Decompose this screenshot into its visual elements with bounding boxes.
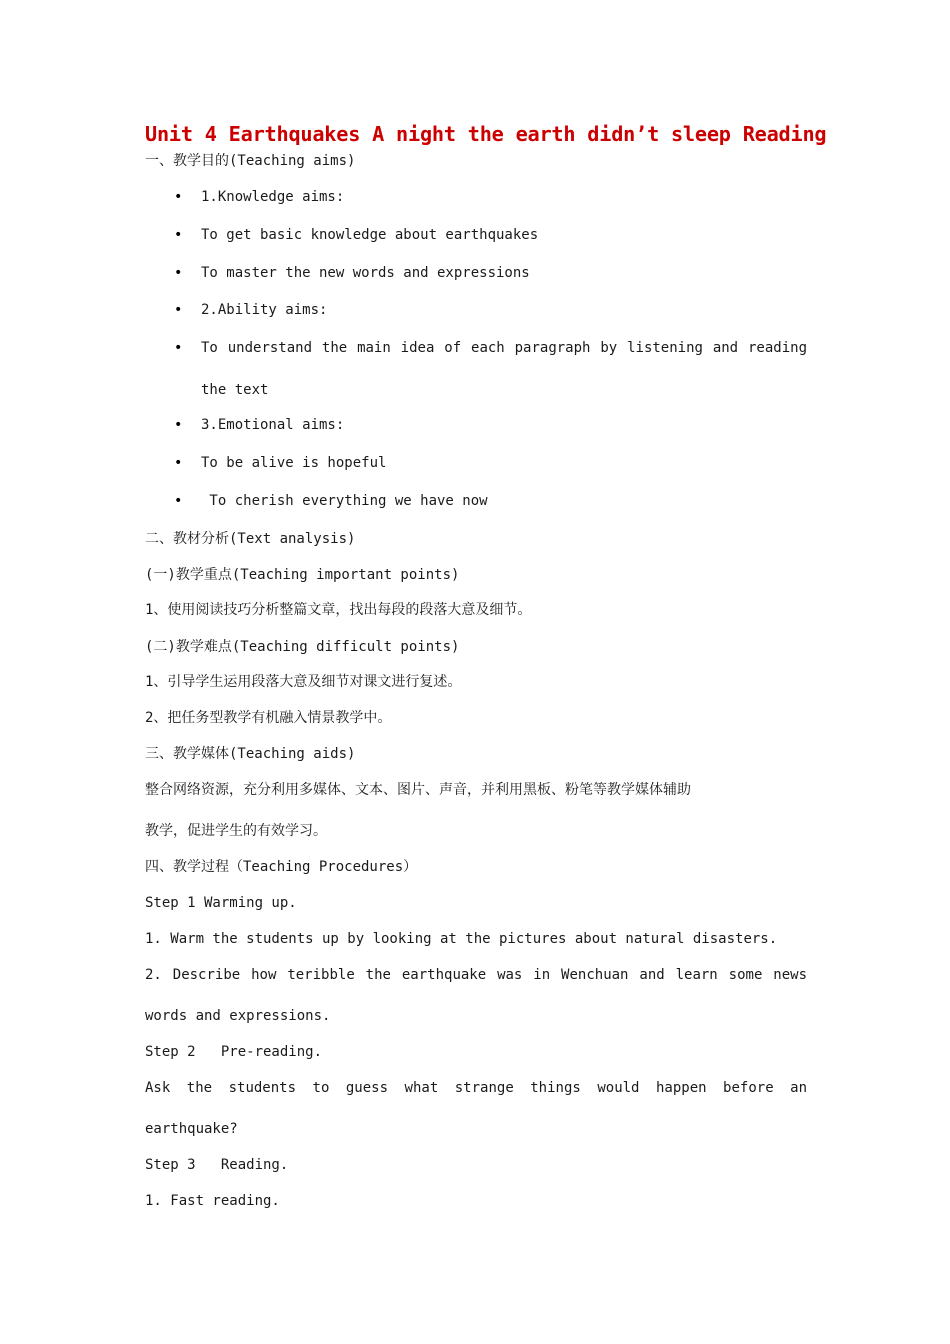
bullet-icon: • (174, 493, 183, 509)
list-item-continuation: the text (201, 382, 269, 398)
bullet-icon: • (174, 340, 183, 356)
bullet-icon: • (174, 417, 183, 433)
paragraph-line: 1、引导学生运用段落大意及细节对课文进行复述。 (145, 674, 462, 690)
list-item: To understand the main idea of each paragraph by listening and reading (201, 340, 807, 356)
list-item: 1.Knowledge aims: (201, 189, 345, 205)
paragraph-line: 1. Fast reading. (145, 1193, 280, 1209)
paragraph-line: 整合网络资源，充分利用多媒体、文本、图片、声音，并利用黑板、粉笔等教学媒体辅助 (145, 782, 691, 798)
paragraph-line: 教学，促进学生的有效学习。 (145, 823, 327, 839)
section2-heading: 二、教材分析(Text analysis) (145, 531, 356, 547)
paragraph-line: 1、使用阅读技巧分析整篇文章，找出每段的段落大意及细节。 (145, 602, 532, 618)
document-title: Unit 4 Earthquakes A night the earth didn’t sleep Reading (145, 122, 827, 146)
section4-heading: 四、教学过程（Teaching Procedures） (145, 859, 418, 875)
section3-heading: 三、教学媒体(Teaching aids) (145, 746, 356, 762)
paragraph-line: 2. Describe how teribble the earthquake was in Wenchuan and learn some news (145, 967, 807, 983)
paragraph-line: 1. Warm the students up by looking at the pictures about natural disasters. (145, 931, 778, 947)
list-item: To cherish everything we have now (201, 493, 488, 509)
paragraph-line: earthquake? (145, 1121, 238, 1137)
bullet-icon: • (174, 265, 183, 281)
list-item: 2.Ability aims: (201, 302, 328, 318)
paragraph-line: words and expressions. (145, 1008, 331, 1024)
list-item: To get basic knowledge about earthquakes (201, 227, 539, 243)
subsection-heading: (一)教学重点(Teaching important points) (145, 567, 460, 583)
list-item: To be alive is hopeful (201, 455, 387, 471)
bullet-icon: • (174, 302, 183, 318)
step-heading: Step 2 Pre-reading. (145, 1044, 323, 1060)
paragraph-line: 2、把任务型教学有机融入情景教学中。 (145, 710, 392, 726)
paragraph-line: Ask the students to guess what strange things would happen before an (145, 1080, 807, 1096)
bullet-icon: • (174, 189, 183, 205)
section1-heading: 一、教学目的(Teaching aims) (145, 153, 356, 169)
list-item: 3.Emotional aims: (201, 417, 345, 433)
list-item: To master the new words and expressions (201, 265, 530, 281)
step-heading: Step 1 Warming up. (145, 895, 297, 911)
bullet-icon: • (174, 455, 183, 471)
subsection-heading: (二)教学难点(Teaching difficult points) (145, 639, 460, 655)
bullet-icon: • (174, 227, 183, 243)
step-heading: Step 3 Reading. (145, 1157, 289, 1173)
